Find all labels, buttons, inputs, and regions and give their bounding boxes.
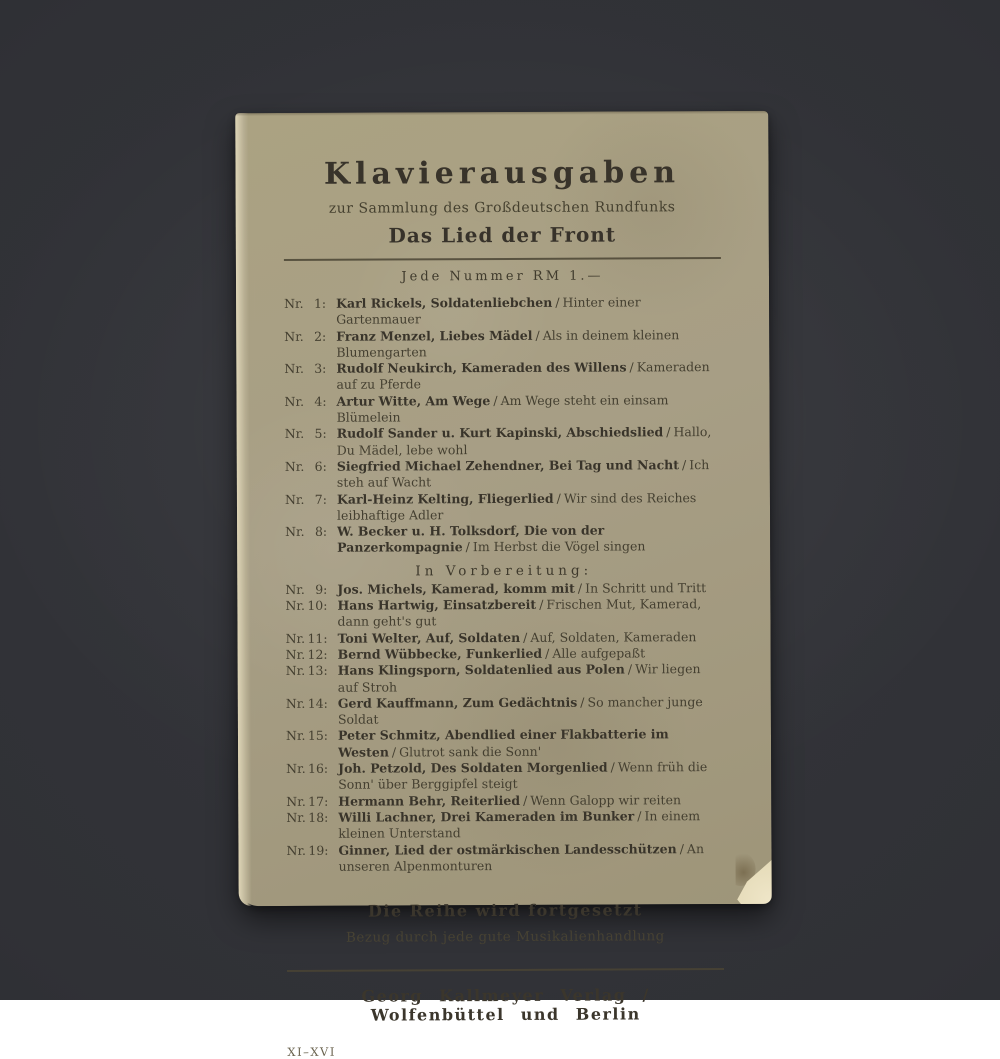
footer-divider-rule bbox=[287, 968, 724, 972]
entry-number: Nr. 7: bbox=[284, 491, 327, 507]
entry-incipit: Hallo, Du Mädel, lebe wohl bbox=[336, 424, 712, 458]
entry-incipit: So mancher junge Soldat bbox=[337, 693, 703, 727]
header-divider-rule bbox=[284, 257, 721, 261]
entry-work-title: Jos. Michels, Kamerad, komm mit bbox=[337, 580, 575, 597]
entry-text bbox=[338, 694, 723, 728]
price-line: Jede Nummer RM 1.— bbox=[401, 268, 604, 285]
entry-text bbox=[338, 792, 723, 810]
entry-incipit: In einem kleinen Unterstand bbox=[338, 808, 701, 841]
entry-text bbox=[338, 661, 723, 695]
entry-incipit: Kameraden auf zu Pferde bbox=[336, 359, 710, 393]
entry-incipit: Frischen Mut, Kamerad, dann geht's gut bbox=[337, 596, 702, 630]
entry-separator: / bbox=[523, 792, 528, 808]
entry-incipit: Wir liegen auf Stroh bbox=[337, 661, 701, 695]
entry-incipit: Im Herbst die Vögel singen bbox=[472, 538, 646, 555]
entry-work-title: Bernd Wübbecke, Funkerlied bbox=[337, 645, 543, 662]
entry-text bbox=[338, 841, 723, 875]
entry-separator: / bbox=[555, 294, 560, 310]
entry-work-title: Artur Witte, Am Wege bbox=[336, 392, 491, 409]
entry-work-title: Karl-Heinz Kelting, Fliegerlied bbox=[336, 490, 554, 507]
entry-work-title: W. Becker u. H. Tolksdorf, Die von der Panzerkompagnie bbox=[337, 522, 605, 556]
catalog-entry bbox=[285, 522, 722, 557]
catalog-entry bbox=[286, 759, 723, 794]
entry-text bbox=[336, 294, 721, 328]
catalog-entry bbox=[285, 596, 722, 631]
catalog-entry bbox=[285, 490, 722, 525]
book-spine-edge bbox=[235, 113, 251, 906]
catalog-entry bbox=[284, 294, 721, 329]
entry-number: Nr. 17: bbox=[286, 793, 329, 809]
published-entries-list bbox=[284, 294, 722, 557]
entry-work-title: Karl Rickels, Soldatenliebchen bbox=[336, 294, 553, 311]
entry-work-title: Hans Klingsporn, Soldatenlied aus Polen bbox=[337, 661, 625, 678]
entry-work-title: Joh. Petzold, Des Soldaten Morgenlied bbox=[338, 759, 608, 776]
entry-incipit: Wir sind des Reiches leibhaftige Adler bbox=[336, 489, 697, 523]
entry-work-title: Ginner, Lied der ostmärkischen Landesschützen bbox=[338, 840, 677, 858]
entry-separator: / bbox=[580, 694, 585, 710]
entry-number: Nr. 15: bbox=[285, 728, 329, 744]
entry-text bbox=[336, 327, 721, 361]
entry-incipit: In Schritt und Tritt bbox=[585, 579, 707, 596]
entry-separator: / bbox=[629, 359, 634, 375]
entry-separator: / bbox=[556, 490, 561, 506]
entry-number: Nr. 16: bbox=[286, 760, 329, 776]
entry-number: Nr. 10: bbox=[285, 597, 328, 613]
entry-text bbox=[338, 808, 723, 842]
entry-number: Nr. 4: bbox=[284, 393, 327, 409]
catalog-entry bbox=[286, 841, 723, 876]
publisher-line: Georg Kallmeyer Verlag / Wolfenbüttel und Berlin bbox=[361, 985, 650, 1025]
entry-number: Nr. 1: bbox=[284, 295, 327, 311]
in-preparation-header: In Vorbereitung: bbox=[415, 562, 593, 580]
entry-separator: / bbox=[637, 808, 642, 824]
entry-separator: / bbox=[465, 539, 470, 555]
entry-number: Nr. 9: bbox=[285, 581, 328, 597]
entry-separator: / bbox=[523, 629, 528, 645]
entry-text bbox=[337, 596, 722, 630]
entry-number: Nr. 14: bbox=[285, 695, 328, 711]
entry-text bbox=[338, 759, 723, 793]
entry-separator: / bbox=[539, 596, 544, 612]
entry-incipit: Alle aufgepaßt bbox=[552, 645, 646, 661]
entry-separator: / bbox=[535, 327, 540, 343]
entry-text bbox=[337, 424, 722, 458]
catalog-entry bbox=[286, 792, 723, 810]
entry-text bbox=[337, 522, 722, 556]
entry-separator: / bbox=[391, 744, 397, 760]
entry-incipit: Am Wege steht ein einsam Blümelein bbox=[336, 392, 669, 425]
catalog-entry bbox=[286, 808, 723, 843]
catalog-entry bbox=[284, 327, 721, 362]
entry-text bbox=[337, 490, 722, 524]
entry-work-title: Hermann Behr, Reiterlied bbox=[338, 792, 521, 809]
catalog-entry bbox=[286, 645, 723, 663]
entry-incipit: An unseren Alpenmonturen bbox=[338, 840, 705, 874]
entry-work-title: Rudolf Neukirch, Kameraden des Willens bbox=[336, 359, 627, 376]
catalog-entry bbox=[285, 457, 722, 492]
entry-work-title: Rudolf Sander u. Kurt Kapinski, Abschiedslied bbox=[336, 424, 664, 442]
page-title: Klavierausgaben bbox=[323, 155, 681, 192]
catalog-entry bbox=[286, 629, 723, 647]
catalog-entry bbox=[285, 580, 722, 598]
entry-work-title: Franz Menzel, Liebes Mädel bbox=[336, 327, 533, 344]
series-continuation-note: Die Reihe wird fortgesetzt bbox=[367, 900, 643, 921]
entry-separator: / bbox=[545, 645, 550, 661]
collection-subtitle: zur Sammlung des Großdeutschen Rundfunks bbox=[328, 199, 676, 217]
entry-number: Nr. 19: bbox=[286, 842, 329, 858]
in-preparation-entries-list bbox=[285, 580, 723, 875]
entry-number: Nr. 13: bbox=[285, 663, 328, 679]
entry-incipit: Glutrot sank die Sonn' bbox=[399, 743, 542, 760]
entry-work-title: Hans Hartwig, Einsatzbereit bbox=[337, 596, 537, 613]
entry-incipit: Hinter einer Gartenmauer bbox=[336, 294, 641, 328]
catalog-entry bbox=[284, 359, 721, 394]
entry-incipit: Als in deinem kleinen Blumengarten bbox=[336, 326, 680, 360]
entry-number: Nr. 12: bbox=[285, 646, 328, 662]
torn-corner bbox=[736, 852, 772, 904]
entry-text bbox=[338, 645, 723, 663]
plate-number: XI–XVI bbox=[287, 1044, 336, 1059]
entry-incipit: Wenn Galopp wir reiten bbox=[530, 791, 682, 808]
catalog-entry bbox=[286, 661, 723, 696]
catalog-entry bbox=[286, 694, 723, 729]
entry-number: Nr. 2: bbox=[284, 328, 327, 344]
entry-incipit: Wenn früh die Sonn' über Berggipfel steigt bbox=[338, 759, 708, 793]
entry-work-title: Gerd Kauffmann, Zum Gedächtnis bbox=[337, 694, 578, 711]
entry-separator: / bbox=[679, 840, 684, 856]
entry-separator: / bbox=[681, 457, 687, 473]
entry-separator: / bbox=[493, 392, 498, 408]
entry-number: Nr. 11: bbox=[285, 630, 328, 646]
series-title: Das Lied der Front bbox=[388, 222, 617, 248]
catalog-entry bbox=[286, 726, 723, 761]
entry-work-title: Siegfried Michael Zehendner, Bei Tag und Nacht bbox=[336, 457, 680, 474]
entry-text bbox=[337, 580, 722, 598]
entry-separator: / bbox=[627, 661, 633, 677]
entry-separator: / bbox=[577, 580, 583, 596]
entry-text bbox=[338, 726, 723, 760]
entry-incipit: Ich steh auf Wacht bbox=[336, 457, 710, 490]
purchase-note: Bezug durch jede gute Musikalienhandlung bbox=[345, 928, 665, 946]
entry-number: Nr. 6: bbox=[284, 458, 327, 474]
entry-separator: / bbox=[666, 424, 671, 440]
entry-work-title: Toni Welter, Auf, Soldaten bbox=[337, 629, 521, 646]
entry-number: Nr. 8: bbox=[285, 523, 328, 540]
entry-text bbox=[336, 392, 721, 426]
entry-work-title: Peter Schmitz, Abendlied einer Flakbatterie im Westen bbox=[337, 726, 669, 760]
entry-number: Nr. 5: bbox=[284, 426, 327, 442]
entry-text bbox=[336, 359, 721, 393]
entry-number: Nr. 18: bbox=[286, 809, 329, 825]
booklet-back-cover bbox=[235, 111, 771, 1059]
entry-text bbox=[338, 629, 723, 647]
entry-work-title: Willi Lachner, Drei Kameraden im Bunker bbox=[338, 808, 635, 825]
cover-content bbox=[283, 111, 723, 1059]
entry-incipit: Auf, Soldaten, Kameraden bbox=[530, 628, 697, 645]
entry-number: Nr. 3: bbox=[284, 360, 327, 377]
catalog-entry bbox=[284, 392, 721, 427]
entry-text bbox=[337, 457, 722, 491]
entry-separator: / bbox=[610, 759, 615, 775]
catalog-entry bbox=[285, 424, 722, 459]
